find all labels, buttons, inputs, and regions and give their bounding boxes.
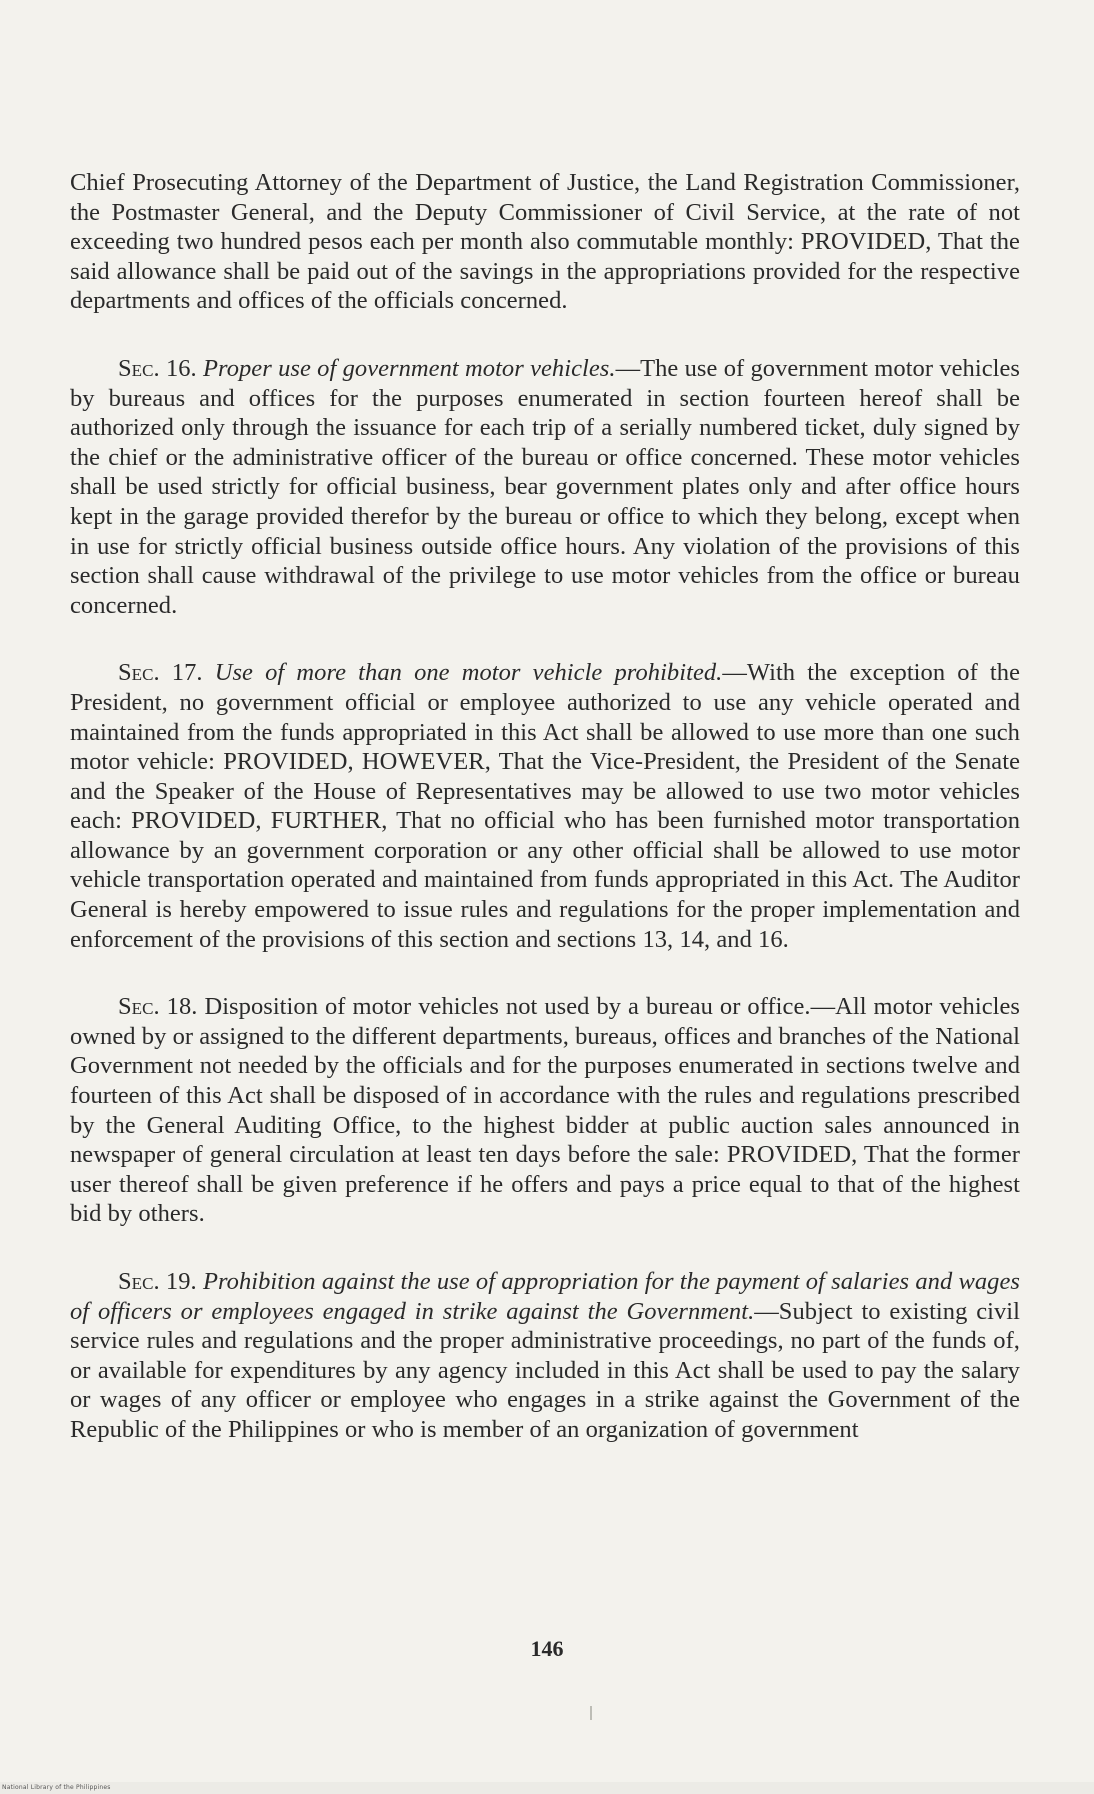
section-label: Sec. 19.: [118, 1268, 197, 1295]
section-16: [70, 354, 1020, 620]
section-18: [70, 992, 1020, 1229]
section-label: Sec. 18.: [118, 993, 198, 1021]
section-title: Proper use of government motor vehicles.: [203, 354, 616, 382]
footer-strip: [0, 1782, 1094, 1794]
section-title: Use of more than one motor vehicle prohibited.: [214, 659, 723, 687]
footer-caption: National Library of the Philippines: [2, 1784, 111, 1791]
section-17: [70, 658, 1020, 954]
section-title: Prohibition against the use of appropriation for the payment of salaries and wages of officers or employees engaged in strike against the Government.: [70, 1268, 1020, 1325]
body-text: [70, 168, 1020, 1445]
paragraph-text: Chief Prosecuting Attorney of the Department of Justice, the Land Registration Commissioner, the Postmaster General, and the Deputy Commissioner of Civil Service, at the rate of not exceeding two hundred pesos each per month also commutable monthly: PROVIDED, That the said allowance shall be paid out of the savings in the appropriations provided for the respective departments and offices of the officials concerned.: [70, 169, 1020, 315]
page-number: 146: [530, 1636, 564, 1661]
section-text: Disposition of motor vehicles not used by a bureau or office.—All motor vehicles owned by or assigned to the different departments, bureaus, offices and branches of the National Government not needed by the officials and for the purposes enumerated in sections twelve and fourteen of this Act shall be disposed of in accordance with the rules and regulations prescribed by the General Auditing Office, to the highest bidder at public auction sales announced in newspaper of general circulation at least ten days before the sale: PROVIDED, That the former user thereof shall be given preference if he offers and pays a price equal to that of the highest bid by others.: [70, 993, 1020, 1228]
section-text: —The use of government motor vehicles by bureaus and offices for the purposes enumerated in section fourteen hereof shall be authorized only through the issuance for each trip of a serially numbered ticket, duly signed by the chief or the administrative officer of the bureau or office concerned. These motor vehicles shall be used strictly for official business, bear government plates only and after office hours kept in the garage provided therefor by the bureau or office to which they belong, except when in use for strictly official business outside office hours. Any violation of the provisions of this section shall cause withdrawal of the privilege to use motor vehicles from the office or bureau concerned.: [70, 354, 1020, 619]
section-label: Sec. 16.: [118, 354, 197, 382]
section-19: [70, 1267, 1020, 1445]
paragraph-continuation: [70, 168, 1020, 316]
section-label: Sec. 17.: [118, 659, 203, 687]
scan-mark: [590, 1706, 592, 1720]
section-text: —Subject to existing civil service rules and regulations and the proper administrative proceedings, no part of the funds of, or available for expenditures by any agency included in this Act shall be used to pay the salary or wages of any officer or employee who engages in a strike against the Government of the Republic of the Philippines or who is member of an organization of government: [70, 1297, 1020, 1443]
section-text: —With the exception of the President, no government official or employee authorized to use any vehicle operated and maintained from the funds appropriated in this Act shall be allowed to use more than one such motor vehicle: PROVIDED, HOWEVER, That the Vice-President, the President of the Senate and the Speaker of the House of Representatives may be allowed to use two motor vehicles each: PROVIDED, FURTHER, That no official who has been furnished motor transportation allowance by an government corporation or any other official shall be allowed to use motor vehicle transportation operated and maintained from funds appropriated in this Act. The Auditor General is hereby empowered to issue rules and regulations for the proper implementation and enforcement of the provisions of this section and sections 13, 14, and 16.: [70, 659, 1020, 953]
